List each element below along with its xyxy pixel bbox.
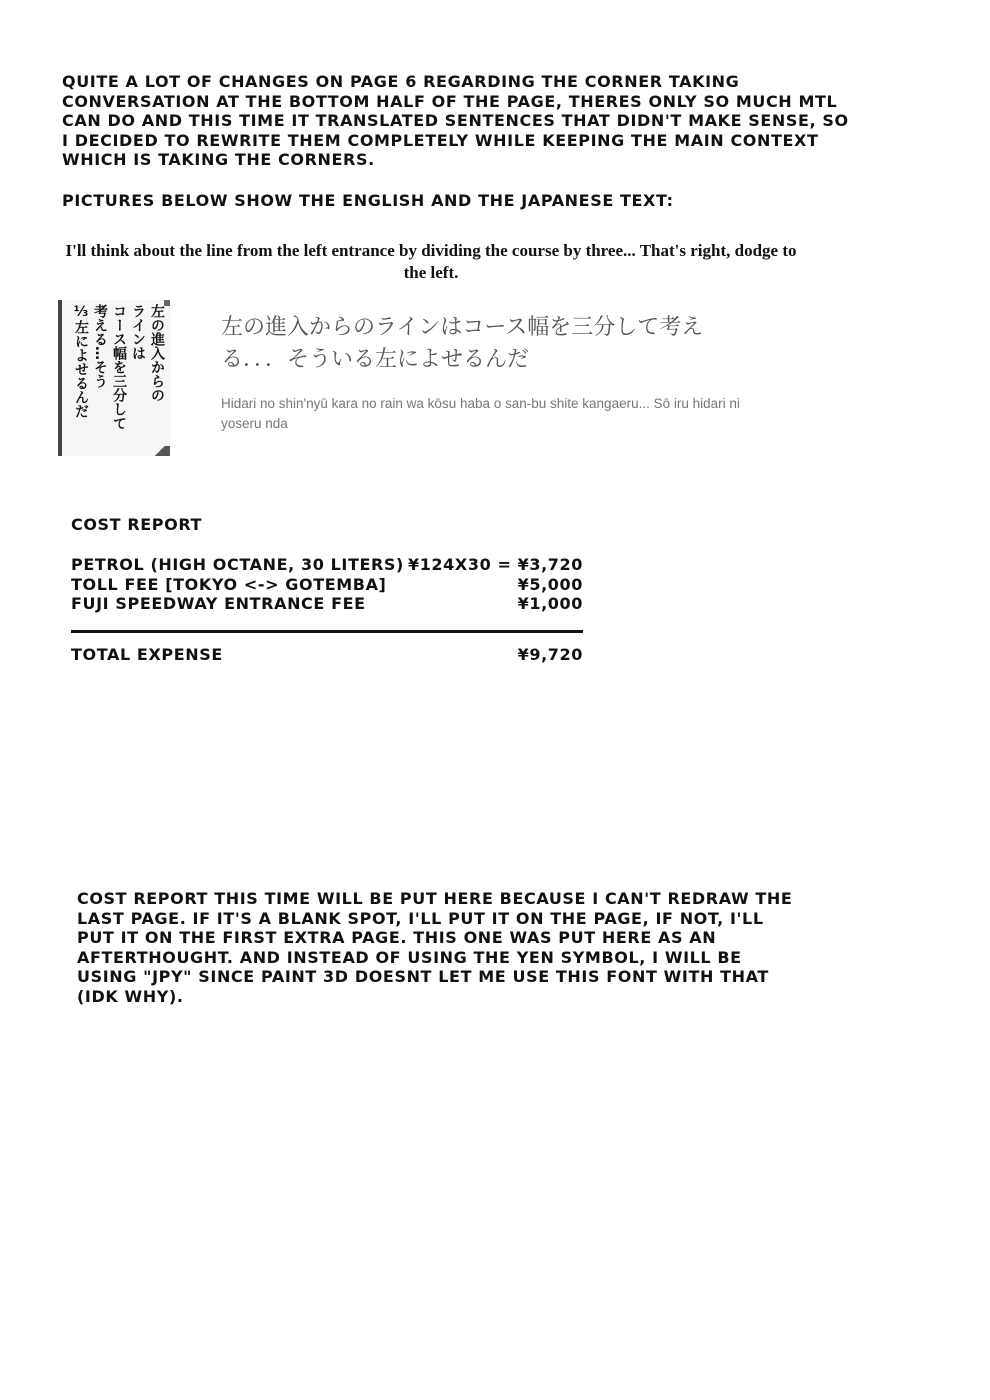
romaji-text: Hidari no shin'nyū kara no rain wa kōsu haba o san-bu shite kangaeru... Sō iru hidari ni yoseru nda <box>221 396 740 431</box>
bottom-note: COST REPORT THIS TIME WILL BE PUT HERE BECAUSE I CAN'T REDRAW THE LAST PAGE. IF IT'S A BLANK SPOT, I'LL PUT IT ON THE PAGE, IF NOT, I'LL PUT IT ON THE FIRST EXTRA PAGE. THIS ONE WAS PUT HERE AS AN AFTERTHOUGHT. AND INSTEAD OF USING THE YEN SYMBOL, I WILL BE USING "JPY" SINCE PAINT 3D DOESNT LET ME USE THIS FONT WITH THAT (IDK WHY). <box>77 889 793 1006</box>
total-amount: ¥9,720 <box>517 644 583 664</box>
cost-row-petrol <box>71 555 583 575</box>
cost-divider <box>71 630 583 633</box>
cost-row-total <box>71 645 583 665</box>
cost-report <box>71 515 583 664</box>
cost-item-amount: ¥5,000 <box>517 574 583 594</box>
cost-item-label: FUJI SPEEDWAY ENTRANCE FEE <box>71 594 366 613</box>
cost-item-label: TOLL FEE [TOKYO <-> GOTEMBA] <box>71 574 387 594</box>
manga-speech-bubble-image <box>58 300 170 456</box>
english-translation: I'll think about the line from the left entrance by dividing the course by three... That's right, dodge to the left. <box>65 241 797 282</box>
panel-border <box>58 300 62 456</box>
cost-item-amount: ¥1,000 <box>517 594 583 613</box>
japanese-text: 左の進入からのラインはコース幅を三分して考える．．．そういる左によせるんだ <box>221 315 704 372</box>
intro-paragraph: QUITE A LOT OF CHANGES ON PAGE 6 REGARDING THE CORNER TAKING CONVERSATION AT THE BOTTOM HALF OF THE PAGE, THERES ONLY SO MUCH MTL CAN DO AND THIS TIME IT TRANSLATED SENTENCES THAT DIDN'T MAKE SENSE, SO I DECIDED TO REWRITE THEM COMPLETELY WHILE KEEPING THE MAIN CONTEXT WHICH IS TAKING THE CORNERS. <box>62 72 849 169</box>
manga-bubble-text: 左の進入からの ラインは コース幅を三分して 考える…そう ⅓左によせるんだ <box>73 304 165 430</box>
cost-item-label: PETROL (HIGH OCTANE, 30 LITERS) <box>71 555 404 574</box>
total-label: TOTAL EXPENSE <box>71 644 223 664</box>
cost-item-amount: ¥124X30 = ¥3,720 <box>407 555 583 574</box>
intro-subheading: PICTURES BELOW SHOW THE ENGLISH AND THE JAPANESE TEXT: <box>62 191 674 210</box>
cost-row-toll <box>71 575 583 595</box>
cost-report-title: COST REPORT <box>71 515 203 534</box>
cost-row-entrance <box>71 594 583 614</box>
